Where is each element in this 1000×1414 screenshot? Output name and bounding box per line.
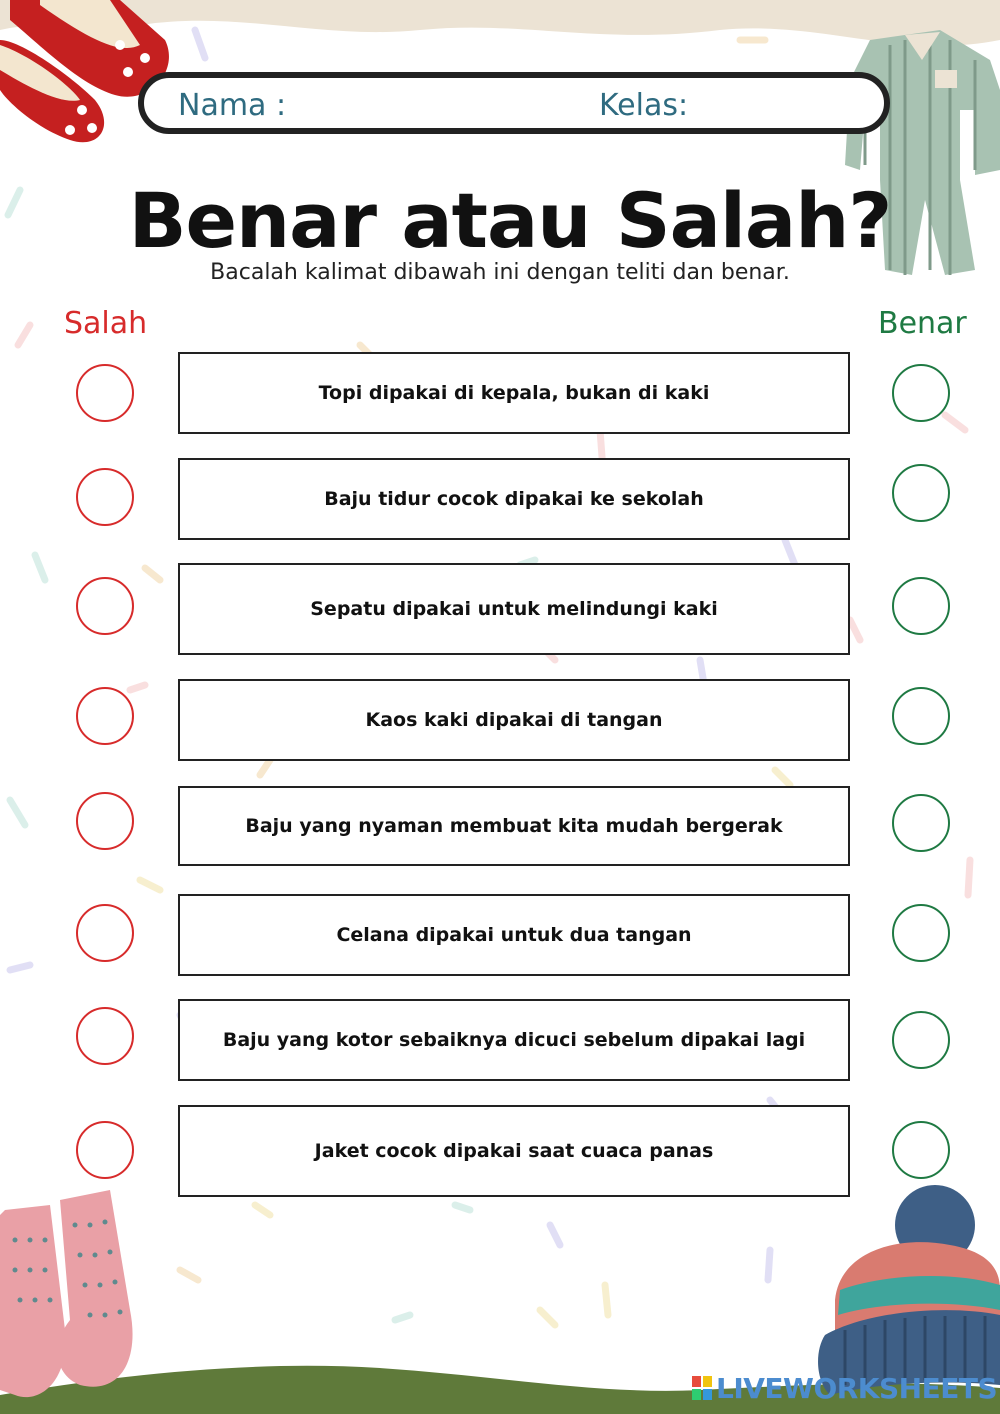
statement-box: Baju yang nyaman membuat kita mudah bergerak bbox=[178, 786, 850, 866]
statement-box: Baju tidur cocok dipakai ke sekolah bbox=[178, 458, 850, 540]
benar-column-label: Benar bbox=[878, 306, 967, 341]
salah-column-label: Salah bbox=[64, 306, 148, 341]
salah-answer-circle[interactable] bbox=[76, 468, 134, 526]
class-label: Kelas: bbox=[599, 88, 689, 123]
instructions: Bacalah kalimat dibawah ini dengan teliti dan benar. bbox=[210, 260, 790, 285]
statement-box: Topi dipakai di kepala, bukan di kaki bbox=[178, 352, 850, 434]
statement-box: Kaos kaki dipakai di tangan bbox=[178, 679, 850, 761]
salah-answer-circle[interactable] bbox=[76, 904, 134, 962]
benar-answer-circle[interactable] bbox=[892, 364, 950, 422]
salah-answer-circle[interactable] bbox=[76, 577, 134, 635]
liveworksheets-logo-icon bbox=[692, 1376, 712, 1400]
salah-answer-circle[interactable] bbox=[76, 687, 134, 745]
benar-answer-circle[interactable] bbox=[892, 1121, 950, 1179]
name-label: Nama : bbox=[178, 88, 287, 123]
benar-answer-circle[interactable] bbox=[892, 464, 950, 522]
benar-answer-circle[interactable] bbox=[892, 904, 950, 962]
benar-answer-circle[interactable] bbox=[892, 687, 950, 745]
beanie-hat-illustration bbox=[818, 1185, 1000, 1395]
statement-box: Baju yang kotor sebaiknya dicuci sebelum dipakai lagi bbox=[178, 999, 850, 1081]
statement-box: Celana dipakai untuk dua tangan bbox=[178, 894, 850, 976]
statement-box: Jaket cocok dipakai saat cuaca panas bbox=[178, 1105, 850, 1197]
statement-box: Sepatu dipakai untuk melindungi kaki bbox=[178, 563, 850, 655]
salah-answer-circle[interactable] bbox=[76, 792, 134, 850]
benar-answer-circle[interactable] bbox=[892, 577, 950, 635]
student-info-box bbox=[138, 72, 890, 134]
salah-answer-circle[interactable] bbox=[76, 1121, 134, 1179]
benar-answer-circle[interactable] bbox=[892, 794, 950, 852]
socks-illustration bbox=[0, 1190, 133, 1397]
salah-answer-circle[interactable] bbox=[76, 1007, 134, 1065]
worksheet-title: Benar atau Salah? bbox=[128, 176, 892, 265]
watermark-text: LIVEWORKSHEETS bbox=[716, 1372, 998, 1405]
salah-answer-circle[interactable] bbox=[76, 364, 134, 422]
benar-answer-circle[interactable] bbox=[892, 1011, 950, 1069]
